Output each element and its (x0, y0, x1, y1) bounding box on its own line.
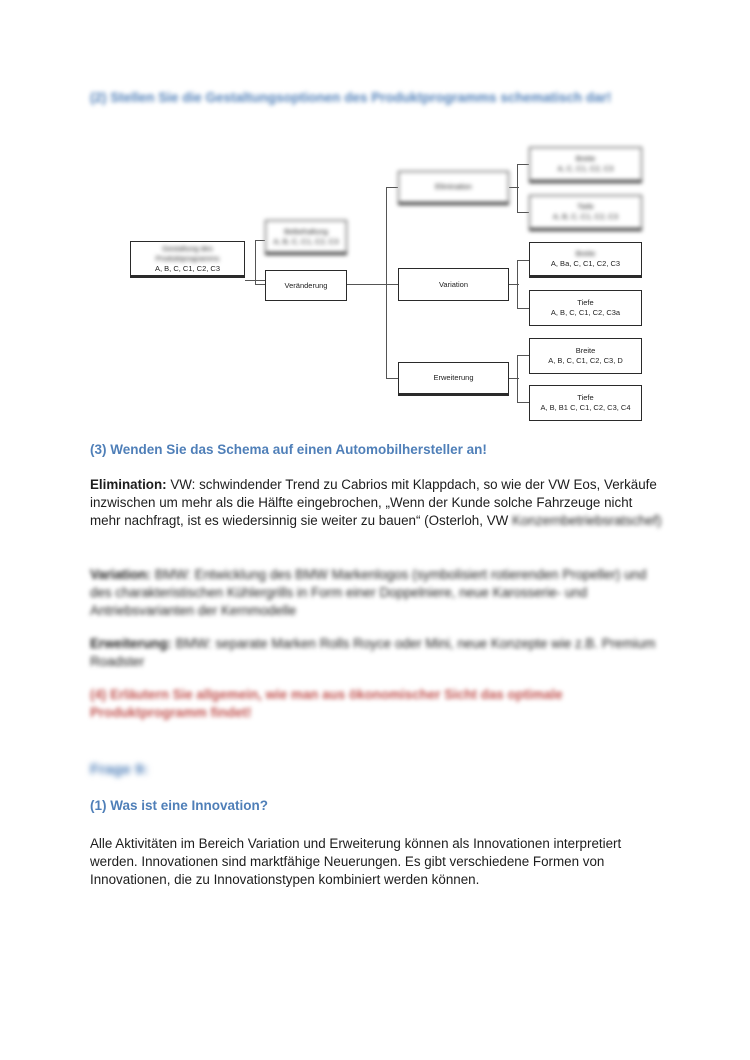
erw-tiefe-items: A, B, B1 C, C1, C2, C3, C4 (540, 403, 631, 412)
veraenderung-title: Veränderung (284, 280, 328, 290)
elimination-paragraph (90, 476, 665, 530)
elimination-box (398, 171, 509, 205)
innovation-question-heading: (1) Was ist eine Innovation? (90, 798, 269, 813)
frage9-heading: Frage 9: (90, 761, 149, 778)
connector-line (255, 240, 256, 285)
connector-line (517, 308, 529, 309)
variation-title: Variation (438, 279, 469, 289)
erw-breite-title: Breite (575, 346, 596, 355)
variation-paragraph (90, 566, 665, 620)
product-program-diagram (128, 140, 648, 425)
beibehaltung-items: A, B, C, C1, C2, C3 (273, 236, 339, 246)
root-items: A, B, C, C1, C2, C3 (154, 263, 221, 273)
erw-breite-items: A, B, C, C1, C2, C3, D (548, 356, 623, 365)
innovation-answer: Alle Aktivitäten im Bereich Variation und Erweiterung können als Innovationen interpretiert werden. Innovationen sind marktfähige Neuerungen. Es gibt verschiedene Formen von Innovationen, die zu Innovationstypen kombiniert werden können. (90, 836, 622, 887)
erweiterung-title: Erweiterung (433, 373, 474, 382)
var-breite-items: A, Ba, C, C1, C2, C3 (550, 259, 621, 268)
variation-box (398, 268, 509, 301)
veraenderung-box (265, 270, 347, 301)
var-breite-box (529, 242, 642, 278)
erweiterung-text: BMW: separate Marken Rolls Royce oder Mini, neue Konzepte wie z.B. Premium Roadster (90, 636, 656, 669)
elim-breite-box (529, 147, 642, 183)
erweiterung-box (398, 362, 509, 396)
section4-heading: (4) Erläutern Sie allgemein, wie man aus ökonomischer Sicht das optimale Produktprogramm findet! (90, 687, 563, 720)
section2-heading: (2) Stellen Sie die Gestaltungsoptionen des Produktprogramms schematisch dar! (90, 90, 612, 105)
elim-tiefe-box (529, 195, 642, 231)
var-tiefe-title: Tiefe (577, 298, 594, 307)
variation-label: Variation: (90, 567, 152, 582)
erw-tiefe-title: Tiefe (577, 393, 594, 402)
elimination-label: Elimination: (90, 477, 167, 492)
elimination-tail: Konzernbetriebsratschef) (512, 513, 662, 528)
connector-line (386, 187, 398, 188)
section3-heading: (3) Wenden Sie das Schema auf einen Automobilhersteller an! (90, 442, 487, 457)
connector-line (517, 402, 529, 403)
elimination-title: Elimination (435, 182, 472, 191)
erweiterung-paragraph (90, 635, 665, 671)
connector-line (386, 187, 387, 379)
root-title: Gestaltung des Produktprogramms (155, 243, 220, 263)
connector-line (517, 260, 518, 308)
connector-line (255, 240, 265, 241)
var-tiefe-box (529, 290, 642, 326)
connector-line (255, 284, 265, 285)
elimination-text: VW: schwindender Trend zu Cabrios mit Klappdach, so wie der VW Eos, Verkäufe inzwischen um mehr als die Hälfte eingebrochen, „Wenn der Kunde solche Fahrzeuge nicht mehr nachfragt, ist es wiedersinnig sie weiter zu bauen“ (Osterloh, VW (90, 477, 657, 528)
erw-breite-box (529, 338, 642, 374)
elim-breite-items: A, C, C1, C2, C3 (557, 164, 614, 173)
connector-line (517, 260, 529, 261)
var-tiefe-items: A, B, C, C1, C2, C3a (550, 308, 621, 317)
erw-tiefe-box (529, 385, 642, 421)
connector-line (517, 164, 518, 212)
connector-line (386, 378, 398, 379)
beibehaltung-title: Beibehaltung (284, 226, 328, 236)
diagram-root-box (130, 241, 245, 278)
elim-tiefe-title: Tiefe (577, 202, 594, 211)
connector-line (517, 164, 529, 165)
var-breite-title: Breite (575, 249, 596, 258)
beibehaltung-box (265, 220, 347, 255)
elim-breite-title: Breite (575, 154, 596, 163)
connector-line (517, 212, 529, 213)
connector-line (517, 355, 529, 356)
elim-tiefe-items: A, B, C, C1, C2, C3 (552, 212, 619, 221)
connector-line (517, 355, 518, 403)
variation-text: BMW: Entwicklung des BMW Markenlogos (symbolisiert rotierenden Propeller) und des charakteristischen Kühlergrills in Form einer Doppelniere, neue Karosserie- und Antriebsvarianten der Kernmodelle (90, 567, 647, 618)
erweiterung-label: Erweiterung: (90, 636, 172, 651)
connector-line (347, 284, 398, 285)
